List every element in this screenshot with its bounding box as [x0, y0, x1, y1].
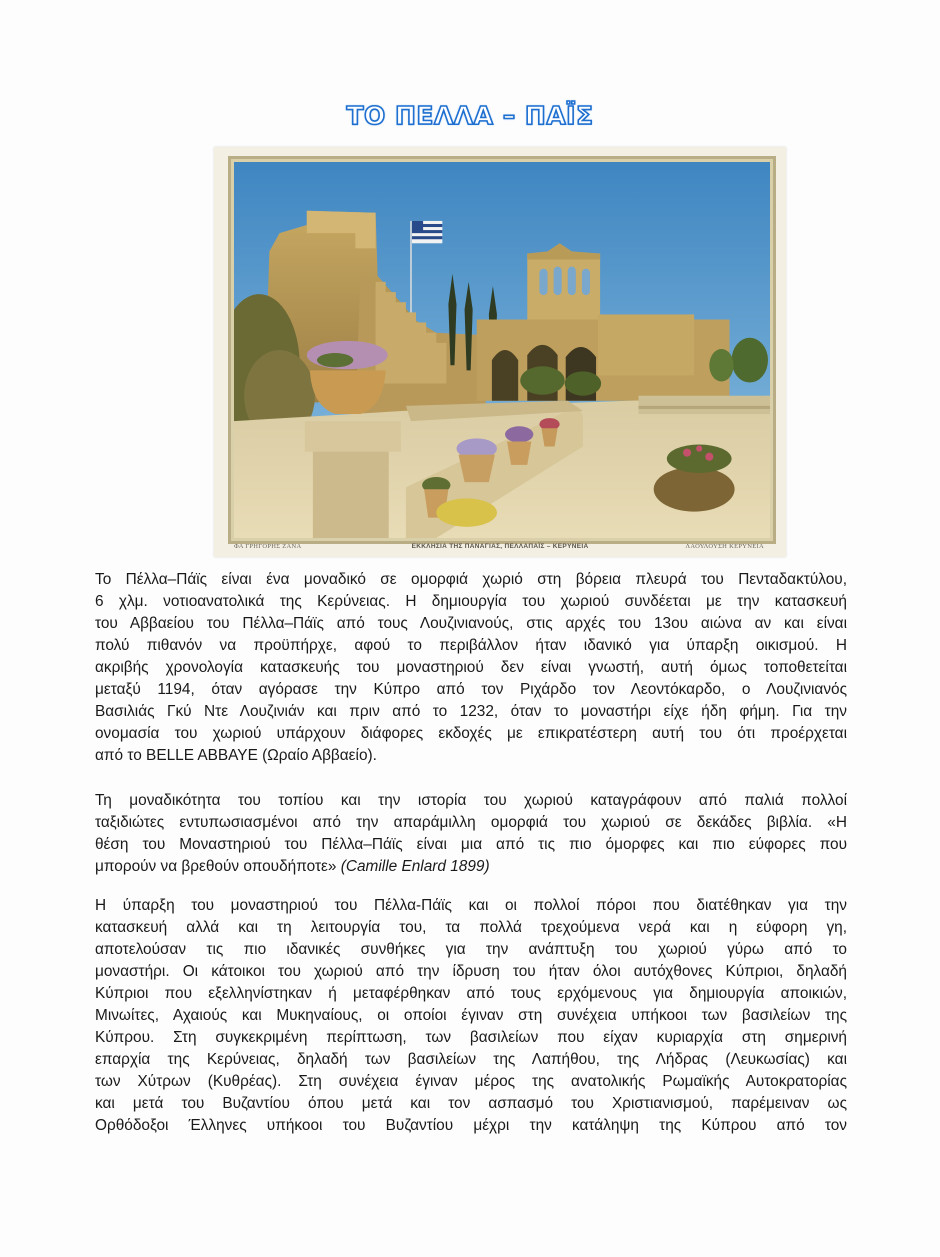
text-line: Κύπριοι που εξελληνίστηκαν ή μεταφέρθηκαν από τους ερχόμενους για δημιουργία αποικιών,: [95, 985, 847, 1002]
text-line: από το BELLE ABBAYE (Ωραίο Αββαείο).: [95, 747, 377, 764]
photo-image: [234, 162, 770, 538]
text-line: πολύ πιθανόν να προϋπήρχε, αφού το περιβάλλον ήταν ιδανικό για ύπαρξη οικισμού. Η: [95, 637, 847, 654]
text-line: 6 χλμ. νοτιοανατολικά της Κερύνειας. Η δημιουργία του χωριού συνδέεται με την κατασκευή: [95, 593, 847, 610]
text-line: Τη μοναδικότητα του τοπίου και την ιστορία του χωριού καταγράφουν από παλιά πολλοί: [95, 792, 847, 809]
text-line: Η ύπαρξη του μοναστηριού του Πέλλα-Πάϊς και οι πολλοί πόροι που διατέθηκαν για την: [95, 897, 847, 914]
photo-caption-title: ΕΚΚΛΗΣΙΑ ΤΗΣ ΠΑΝΑΓΙΑΣ, ΠΕΛΛΑΠΑΪΣ – ΚΕΡΥΝΕΙΑ: [411, 543, 589, 550]
text-line: αποτελούσαν τις πιο ιδανικές συνθήκες για την ανάπτυξη του χωριού γύρω από το: [95, 941, 847, 958]
text-line: ταξιδιώτες εντυπωσιασμένοι από την απαράμιλλη ομορφιά του χωριού σε δεκάδες βιβλία. «Η: [95, 814, 847, 831]
photo-frame: [228, 156, 776, 544]
text-line: και μετά του Βυζαντίου όπου μετά και τον ασπασμό του Χριστιανισμού, παρέμειναν ως: [95, 1095, 847, 1112]
citation: (Camille Enlard 1899): [340, 858, 490, 875]
text-line: Βασιλιάς Γκύ Ντε Λουζινιάν και πριν από το 1232, όταν το μοναστήρι είχε ήδη φήμη. Για την: [95, 703, 847, 720]
text-line: των Χύτρων (Κυθρέας). Στη συνέχεια έγιναν μέρος της ανατολικής Ρωμαϊκής Αυτοκρατορίας: [95, 1073, 847, 1090]
text-line: Ορθόδοξοι Έλληνες υπήκοοι του Βυζαντίου μέχρι την κατάληψη της Κύπρου από τον: [95, 1117, 847, 1134]
text-line: Κύπρου. Στη συγκεκριμένη περίπτωση, των βασιλείων που είχαν κυριαρχία στη σημερινή: [95, 1029, 847, 1046]
photo-caption-publisher: ΛΑΟΥΛΟΥΣΗ ΚΕΡΥΝΕΙΑ: [685, 543, 764, 550]
text-line: Μινωίτες, Αχαιούς και Μυκηναίους, οι οποίοι έγιναν στη συνέχεια υπήκοοι των βασιλείων της: [95, 1007, 847, 1024]
text-line: θέση του Μοναστηριού του Πέλλα–Πάϊς είναι μια από τις πιο όμορφες και πιο εύφορες που: [95, 836, 847, 853]
abbey-illustration: [234, 162, 770, 538]
text-line: μοναστήρι. Οι κάτοικοι του χωριού από την ίδρυση του ήταν όλοι αυτόχθονες Κύπριοι, δηλαδή: [95, 963, 847, 980]
page-title: ΤΟ ΠΕΛΛΑ – ΠΑΪΣ: [346, 101, 594, 130]
photo-caption-photographer: ΦΑ ΓΡΗΓΟΡΗΣ ΖΑΝΑ: [234, 543, 302, 550]
text-line: μεταξύ 1194, όταν αγόρασε την Κύπρο από τον Ριχάρδο τον Λεοντόκαρδο, ο Λουζινιανός: [95, 681, 847, 698]
text-line: κατασκευή αλλά και τη λειτουργία του, τα πολλά τρεχούμενα νερά και η εύφορη γη,: [95, 919, 847, 936]
tree: [732, 338, 768, 383]
abbey-postcard-photo: [214, 147, 786, 557]
text-line: ονομασία του χωριού υπάρχουν διάφορες εκδοχές με επικρατέστερη αυτή του ότι προέρχεται: [95, 725, 847, 742]
text-line-with-citation: [95, 856, 847, 878]
greek-flag: [412, 221, 442, 243]
text-line: Το Πέλλα–Πάϊς είναι ένα μοναδικό σε ομορφιά χωριό στη βόρεια πλευρά του Πενταδακτύλου,: [95, 571, 847, 588]
text-line: του Αββαείου του Πέλλα–Πάϊς από τους Λουζινιανούς, στις αρχές του 13ου αιώνα αν και είναι: [95, 615, 847, 632]
text-line: ακριβής χρονολογία κατασκευής του μοναστηριού δεν είναι γνωστή, αυτή όμως τοποθετείται: [95, 659, 847, 676]
quote-text: μπορούν να βρεθούν οπουδήποτε»: [95, 858, 337, 875]
text-line: επαρχία της Κερύνειας, δηλαδή των βασιλείων της Λαπήθου, της Λήδρας (Λευκωσίας) και: [95, 1051, 847, 1068]
